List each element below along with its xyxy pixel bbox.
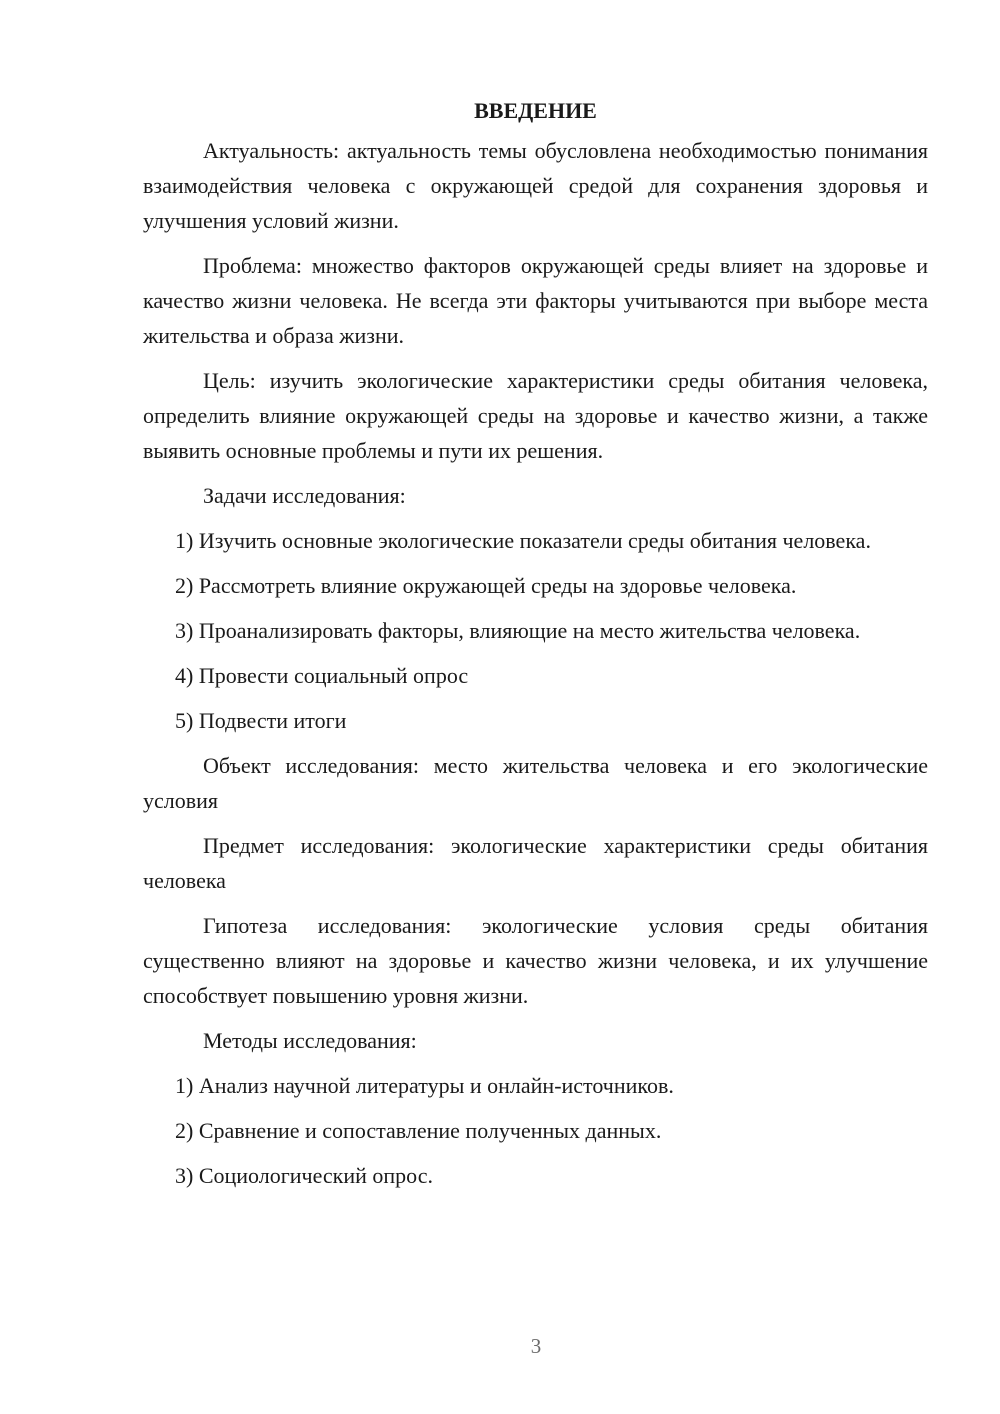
subject-paragraph: Предмет исследования: экологические характеристики среды обитания человека xyxy=(143,833,928,893)
hypothesis-paragraph: Гипотеза исследования: экологические условия среды обитания существенно влияют на здоровье и качество жизни человека, и их улучшение способствует повышению уровня жизни. xyxy=(143,913,928,1008)
task-item-4: 4) Провести социальный опрос xyxy=(175,663,469,688)
relevance-paragraph: Актуальность: актуальность темы обусловлена необходимостью понимания взаимодействия человека с окружающей средой для сохранения здоровья и улучшения условий жизни. xyxy=(143,138,928,233)
body-text xyxy=(143,133,928,1193)
task-item-2: 2) Рассмотреть влияние окружающей среды на здоровье человека. xyxy=(175,573,797,598)
section-title: ВВЕДЕНИЕ xyxy=(474,98,597,123)
object-paragraph: Объект исследования: место жительства человека и его экологические условия xyxy=(143,753,928,813)
task-item-1: 1) Изучить основные экологические показатели среды обитания человека. xyxy=(175,528,871,553)
task-item-5: 5) Подвести итоги xyxy=(175,708,347,733)
method-item-3: 3) Социологический опрос. xyxy=(175,1163,433,1188)
methods-heading: Методы исследования: xyxy=(203,1028,417,1053)
page-content xyxy=(143,93,928,1203)
method-item-2: 2) Сравнение и сопоставление полученных данных. xyxy=(175,1118,662,1143)
tasks-heading: Задачи исследования: xyxy=(203,483,406,508)
task-item-3: 3) Проанализировать факторы, влияющие на место жительства человека. xyxy=(175,618,861,643)
method-item-1: 1) Анализ научной литературы и онлайн-источников. xyxy=(175,1073,674,1098)
page-number: 3 xyxy=(530,1334,542,1358)
problem-paragraph: Проблема: множество факторов окружающей среды влияет на здоровье и качество жизни человека. Не всегда эти факторы учитываются при выборе места жительства и образа жизни. xyxy=(143,253,928,348)
goal-paragraph: Цель: изучить экологические характеристики среды обитания человека, определить влияние окружающей среды на здоровье и качество жизни, а также выявить основные проблемы и пути их решения. xyxy=(143,368,928,463)
